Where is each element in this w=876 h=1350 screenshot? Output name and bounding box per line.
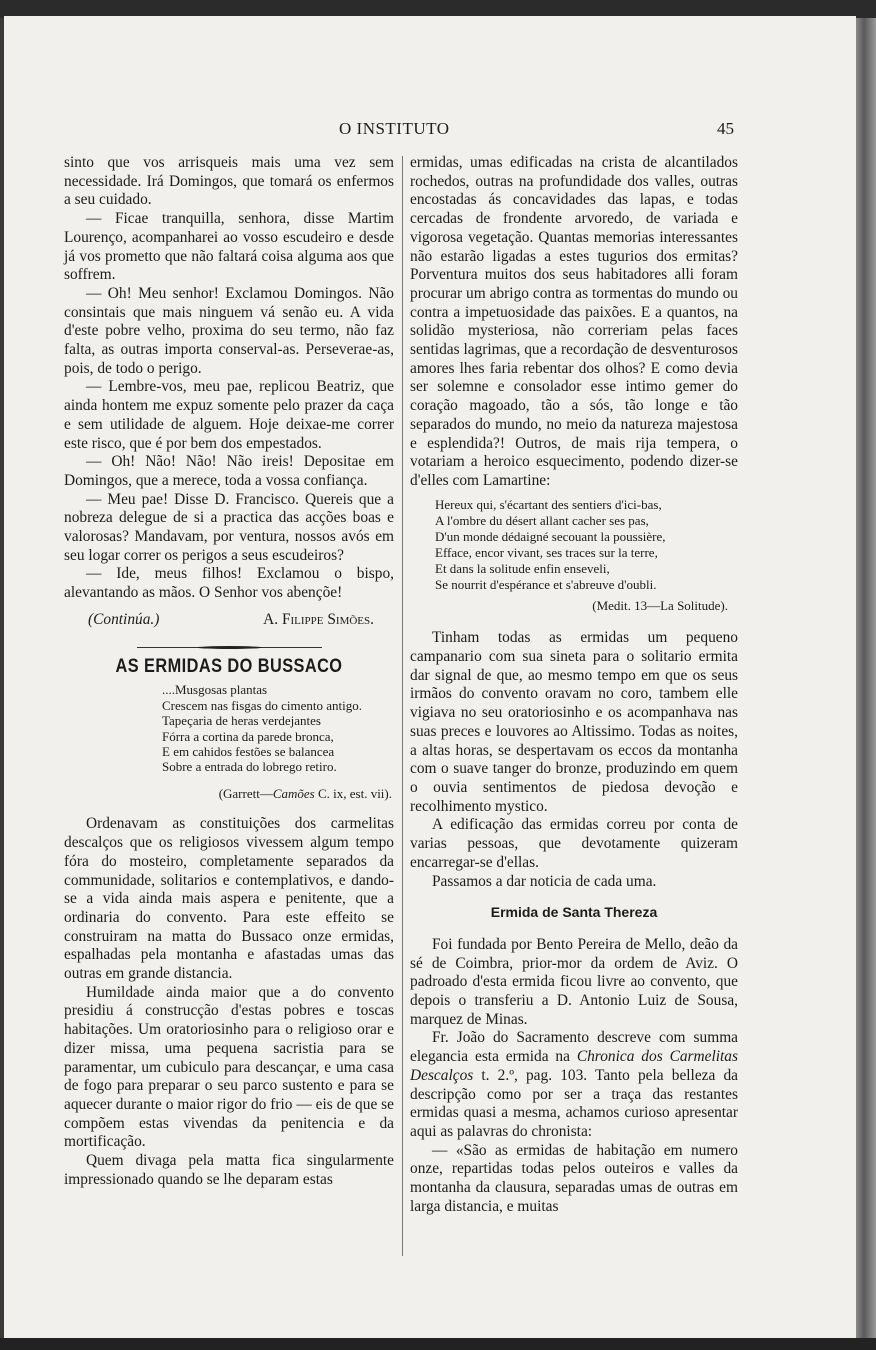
epigraph-line: Sobre a entrada do lobrego retiro. xyxy=(162,759,337,775)
ornamental-rule xyxy=(137,646,322,650)
section-title: AS ERMIDAS DO BUSSACO xyxy=(115,655,343,677)
paragraph: Quem divaga pela matta fica singularmente impressionado quando se lhe deparam estas xyxy=(64,1152,394,1188)
paragraph: A edificação das ermidas correu por conta de varias pessoas, que devotamente quizeram encarregar-se d'ellas. xyxy=(410,816,738,871)
paragraph: ermidas, umas edificadas na crista de alcantilados rochedos, outras na profundidade dos valles, outras encostadas ás concavidades das lapas, e todas cercadas de frondente arvoredo, de variada e vigorosa vegetação. Quantas memorias interessantes não estarão ligadas a estes tugurios dos ermitas? Porventura muitos dos seus habitadores alli foram procurar um abrigo contra as tormentas do mundo ou contra a impetuosidade das paixões. E a quantos, na solidão mysteriosa, não correriam pelas faces sentidas lagrimas, que a recordação de desventurosos amores lhes faria rebentar dos olhos? E como devia ser solemne e consolador esse intimo gemer do coração magoado, tão a sós, tão longe e tão separados do mundo, no meio da natureza majestosa e esplendida?! Outros, de mais rija tempera, o votariam a heroico esquecimento, podendo dizer-se d'elles com Lamartine: xyxy=(410,154,738,489)
paragraph: Passamos a dar noticia de cada uma. xyxy=(432,872,657,890)
text-run: t. 2.º, pag. 103. Tanto pela belleza da descripção como por ser a traça das restantes ermidas quasi a mesma, achamos curioso apresentar aqui as palavras do chronista: xyxy=(410,1066,738,1140)
paragraph: — Lembre-vos, meu pae, replicou Beatriz, que ainda hontem me expuz somente pelo prazer da caça e sem utilidade de alguem. Hoje deixae-me correr este risco, que é por bem dos empestados. xyxy=(64,378,394,452)
french-verse xyxy=(435,497,738,593)
book-spine-edge xyxy=(856,18,876,1338)
paragraph: Tinham todas as ermidas um pequeno campanario com sua sineta para o solitario ermita dar signal de que, ao mesmo tempo em que os seus irmãos do convento oravam no coro, tambem elle vigiava no seu oratoriosinho e os acompanhava nas suas preces e louvores ao Altissimo. Todas as noites, a altas horas, se despertavam os eccos da montanha com o suave tanger do bronze, produzindo em quem o ouvia sentimentos de piedosa devoção e recolhimento mystico. xyxy=(410,629,738,815)
paragraph: sinto que vos arrisqueis mais uma vez sem necessidade. Irá Domingos, que tomará os enfermos a seu cuidado. xyxy=(64,154,394,209)
paragraph: Humildade ainda maior que a do convento presidiu á construcção d'estas pobres e toscas habitações. Um oratoriosinho para o religioso orar e dizer missa, uma pequena sacristia para se paramentar, um cubiculo para descançar, e uma casa de fogo para preparar o seu parco sustento e para se aquecer durante o maior rigor do frio — eis de que se compõem estas vivendas da penitencia e da mortificação. xyxy=(64,983,394,1151)
verse-line: Hereux qui, s'écartant des sentiers d'ici-bas, xyxy=(435,496,662,512)
citation-suffix: C. ix, est. vii). xyxy=(314,785,392,801)
epigraph-line: Crescem nas fisgas do cimento antigo. xyxy=(162,697,363,713)
right-column xyxy=(410,154,738,1216)
paragraph: — Meu pae! Disse D. Francisco. Quereis que a nobreza delegue de si a practica das acções boas e valorosas? Mandavam, por ventura, nossos avós em seu logar correr os perigos a seus escudeiros? xyxy=(64,490,394,564)
paragraph: — Ide, meus filhos! Exclamou o bispo, alevantando as mãos. O Senhor vos abençõe! xyxy=(64,565,394,602)
verse-line: A l'ombre du désert allant cacher ses pas, xyxy=(435,512,649,528)
subsection-title: Ermida de Santa Thereza xyxy=(490,904,658,921)
paragraph: — Oh! Meu senhor! Exclamou Domingos. Não consintais que mais ninguem vá senão eu. A vida d'este pobre velho, proxima do seu termo, não faz falta, as outras importa conserval-as. Perseverae-as, pois, de todo o perigo. xyxy=(64,284,394,377)
verse-line: Efface, encor vivant, ses traces sur la terre, xyxy=(435,544,658,560)
verse-line: D'un monde dédaigné secouant la poussière, xyxy=(435,528,666,544)
paragraph: — Oh! Não! Não! Não ireis! Depositae em Domingos, que a merece, toda a vossa confiança. xyxy=(64,453,394,489)
paragraph xyxy=(410,1029,738,1141)
citation-prefix: (Garrett— xyxy=(218,785,273,801)
journal-title: O INSTITUTO xyxy=(339,119,450,138)
epigraph-line: E em cahidos festões se balancea xyxy=(162,743,335,759)
paragraph: — «São as ermidas de habitação em numero onze, repartidas todas pelos outeiros e valles da montanha da clausura, separadas umas de outras em larga distancia, e muitas xyxy=(410,1141,738,1215)
text-run: Fr. João do Sacramento descreve com summa elegancia esta ermida na xyxy=(410,1029,738,1066)
citation-work: Camões xyxy=(272,785,315,801)
running-header xyxy=(4,119,856,139)
page-number: 45 xyxy=(717,119,734,138)
column-divider xyxy=(402,156,403,1256)
continua-note: (Continúa.) xyxy=(88,610,160,628)
signature-line xyxy=(64,611,394,630)
book-title: Chronica dos Carmelitas Descalços xyxy=(410,1048,738,1084)
author-name: A. Filippe Simões. xyxy=(263,610,374,628)
epigraph-line: Fórra a cortina da parede bronca, xyxy=(162,728,334,744)
left-column xyxy=(64,154,394,1189)
paragraph: Ordenavam as constituições dos carmelitas descalços que os religiosos vivessem algum tempo fóra do mosteiro, completamente separados da communidade, solitarios e contemplativos, e dando-se a vida ainda mais aspera e penitente, que a ordinaria do convento. Para este effeito se construiram na matta do Bussaco onze ermidas, espalhadas pela montanha e afastadas umas das outras em grande distancia. xyxy=(64,815,394,983)
paragraph: Foi fundada por Bento Pereira de Mello, deão da sé de Coimbra, prior-mor da ordem de Aviz. O padroado d'esta ermida ficou livre ao convento, que depois o transferiu a D. Antonio Luiz de Sousa, marquez de Minas. xyxy=(410,935,738,1028)
verse-line: Et dans la solitude enfin enseveli, xyxy=(435,560,610,576)
epigraph-line: Tapeçaria de heras verdejantes xyxy=(162,713,321,729)
epigraph xyxy=(162,682,394,774)
verse-citation: (Medit. 13—La Solitude). xyxy=(592,597,728,613)
epigraph-citation xyxy=(64,785,394,804)
epigraph-line: ....Musgosas plantas xyxy=(162,682,268,698)
book-page xyxy=(4,16,856,1338)
paragraph: — Ficae tranquilla, senhora, disse Martim Lourenço, acompanharei ao vosso escudeiro e desde já vos prometto que não faltará coisa alguma aos que soffrem. xyxy=(64,210,394,284)
verse-line: Se nourrit d'espérance et s'abreuve d'oubli. xyxy=(435,576,657,592)
scan-bottom-edge xyxy=(0,1338,876,1350)
